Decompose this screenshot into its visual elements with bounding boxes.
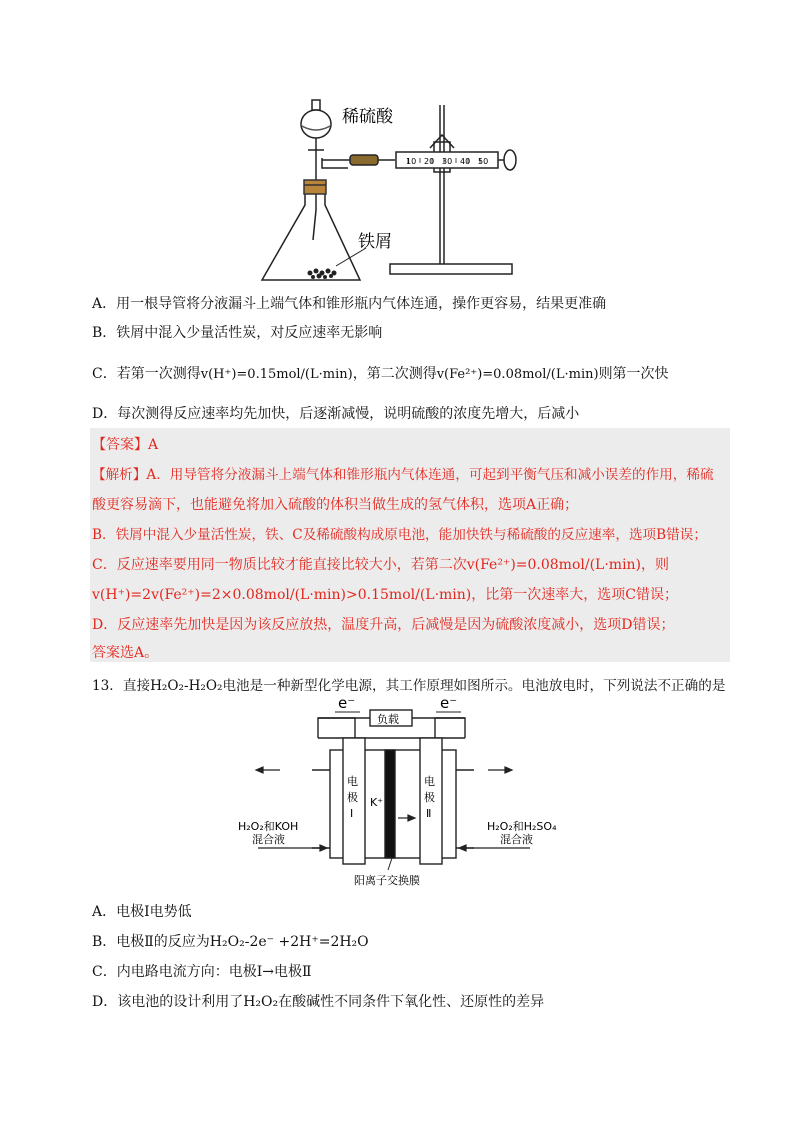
analysis-line-5: v(H⁺)=2v(Fe²⁺)=2×0.08mol/(L·min)>0.15mol/(L·min)，比第一次速率大，选项C错误； xyxy=(92,587,678,603)
conical-flask xyxy=(262,180,360,280)
ion-label: K⁺ xyxy=(370,796,384,809)
iron-stand xyxy=(390,105,512,274)
analysis-line-2: 酸更容易滴下，也能避免将加入硫酸的体积当做生成的氢气体积，选项A正确； xyxy=(92,497,579,513)
scale-30: 30 xyxy=(442,157,453,166)
q13-option-d: D．该电池的设计利用了H₂O₂在酸碱性不同条件下氧化性、还原性的差异 xyxy=(92,994,545,1010)
electrode2-char1: 电 xyxy=(424,775,435,788)
electron-left: e⁻ xyxy=(338,694,356,712)
electrode2-char3: Ⅱ xyxy=(426,807,432,820)
q12-option-c-formula1: v(H⁺)=0.15mol/(L·min) xyxy=(200,367,353,382)
q12-option-c-suffix: 则第一次快 xyxy=(598,366,669,382)
iron-filings xyxy=(308,269,337,280)
q13-option-a: A．电极Ⅰ电势低 xyxy=(92,904,192,920)
connector-tube xyxy=(322,155,395,168)
q13-stem: 13．直接H₂O₂-H₂O₂电池是一种新型化学电源，其工作原理如图所示。电池放电时，下列说法不正确的是 xyxy=(92,678,726,694)
battery-figure xyxy=(0,690,800,900)
membrane-label: 阳离子交换膜 xyxy=(354,874,420,887)
electrode1-char3: Ⅰ xyxy=(350,807,354,820)
electrode1-char2: 极 xyxy=(347,791,358,804)
label-acid: 稀硫酸 xyxy=(342,107,393,127)
analysis-line-7: 答案选A。 xyxy=(92,645,159,661)
scale-10: 10 xyxy=(406,157,417,166)
right-solution-line2: 混合液 xyxy=(500,833,533,846)
scale-20: 20 xyxy=(424,157,435,166)
apparatus-figure xyxy=(0,0,800,290)
q12-option-c-middle: ，第二次测得 xyxy=(352,366,437,382)
load-label: 负载 xyxy=(377,713,399,726)
q12-option-c-formula2: v(Fe²⁺)=0.08mol/(L·min) xyxy=(436,367,599,382)
analysis-line-4: C．反应速率要用同一物质比较才能直接比较大小，若第二次v(Fe²⁺)=0.08mol/(L·min)，则 xyxy=(92,557,670,573)
q12-option-a: A．用一根导管将分液漏斗上端气体和锥形瓶内气体连通，操作更容易，结果更准确 xyxy=(92,296,607,312)
cell-body xyxy=(312,738,474,864)
q13-option-c: C．内电路电流方向：电极Ⅰ→电极Ⅱ xyxy=(92,964,312,980)
q13-option-b: B．电极Ⅱ的反应为H₂O₂-2e⁻ +2H⁺=2H₂O xyxy=(92,934,369,950)
scale-40: 40 xyxy=(460,157,471,166)
answer-title: 【答案】A xyxy=(92,437,159,453)
q12-option-d: D．每次测得反应速率均先加快，后逐渐减慢，说明硫酸的浓度先增大，后减小 xyxy=(92,406,580,422)
left-solution-line2: 混合液 xyxy=(252,833,285,846)
q12-option-b: B．铁屑中混入少量活性炭，对反应速率无影响 xyxy=(92,325,383,341)
electrode2-char2: 极 xyxy=(424,791,435,804)
electron-right: e⁻ xyxy=(440,694,458,712)
q12-option-c xyxy=(92,364,669,385)
right-solution-line1: H₂O₂和H₂SO₄ xyxy=(487,820,557,833)
scale-50: 50 xyxy=(478,157,489,166)
membrane-pointer xyxy=(388,858,392,870)
analysis-line-1: 【解析】A．用导管将分液漏斗上端气体和锥形瓶内气体连通，可起到平衡气压和减小误差的作用，稀硫 xyxy=(92,467,714,483)
label-iron: 铁屑 xyxy=(358,232,392,252)
analysis-line-3: B．铁屑中混入少量活性炭，铁、C及稀硫酸构成原电池，能加快铁与稀硫酸的反应速率，选项B错误； xyxy=(92,527,707,543)
electrode1-char1: 电 xyxy=(347,775,358,788)
analysis-line-6: D．反应速率先加快是因为该反应放热，温度升高，后减慢是因为硫酸浓度减小，选项D错误； xyxy=(92,617,675,633)
left-solution-line1: H₂O₂和KOH xyxy=(238,820,299,833)
q12-option-c-prefix: C．若第一次测得 xyxy=(92,366,201,382)
separatory-funnel xyxy=(301,100,331,240)
